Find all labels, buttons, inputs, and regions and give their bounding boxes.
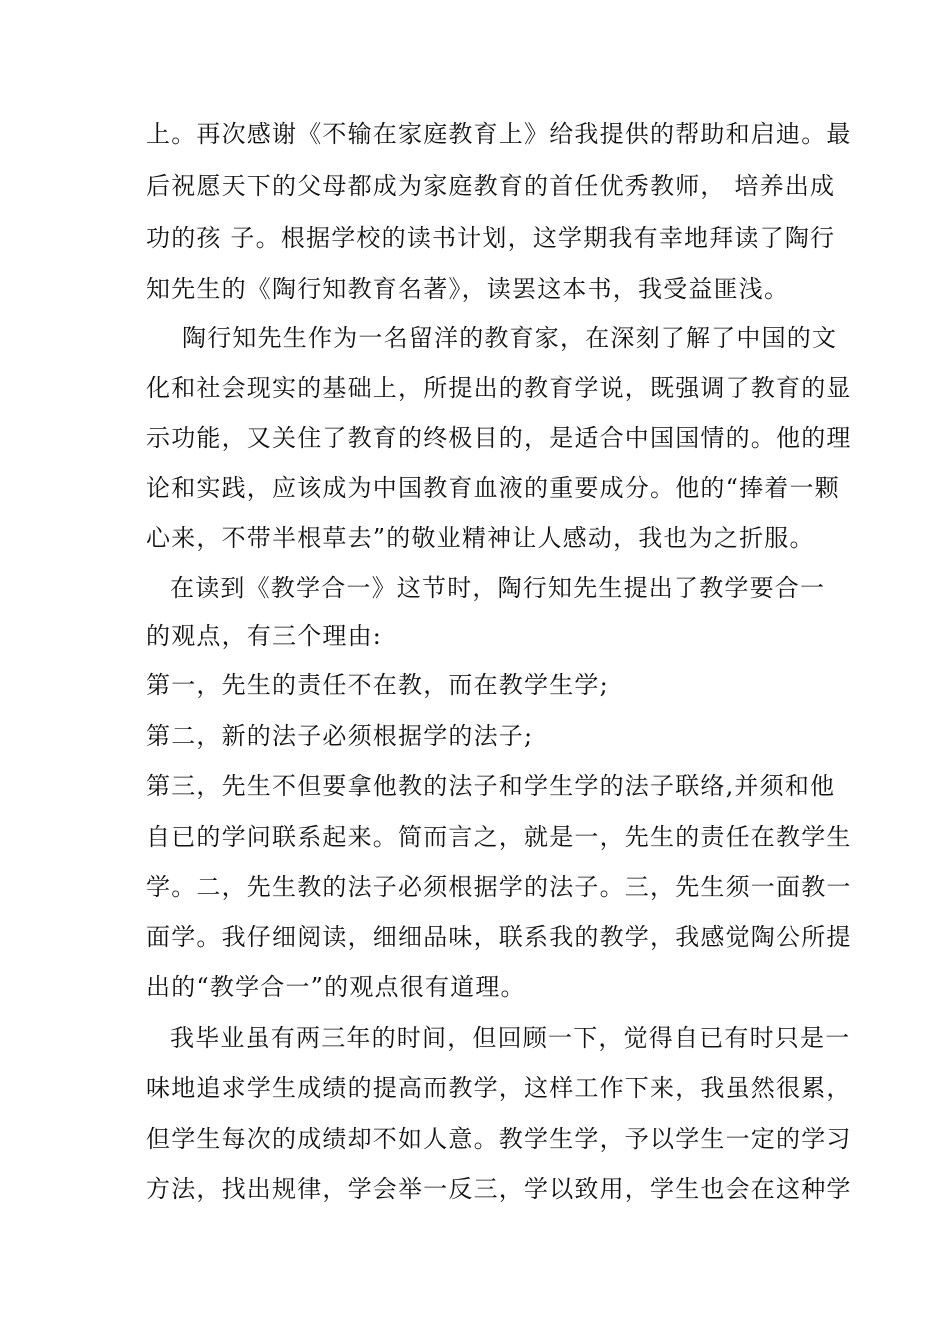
text-line-7: 示功能，又关住了教育的终极目的，是适合中国国情的。他的理	[146, 424, 852, 452]
text-line-13: 第二，新的法子必须根据学的法子;	[146, 722, 534, 750]
text-line-4: 知先生的《陶行知教育名著》，读罢这本书，我受益匪浅。	[146, 275, 790, 303]
text-line-22: 方法，找出规律，学会举一反三，学以致用，学生也会在这种学	[146, 1175, 852, 1203]
text-line-5: 陶行知先生作为一名留洋的教育家，在深刻了解了中国的文	[182, 324, 838, 352]
text-line-15: 自已的学问联系起来。简而言之，就是一，先生的责任在教学生	[146, 823, 852, 851]
text-line-16: 学。二，先生教的法子必须根据学的法子。三，先生须一面教一	[146, 873, 852, 901]
text-line-8: 论和实践，应该成为中国教育血液的重要成分。他的“捧着一颗	[146, 474, 840, 502]
text-line-21: 但学生每次的成绩却不如人意。教学生学，予以学生一定的学习	[146, 1125, 852, 1153]
text-line-19: 我毕业虽有两三年的时间，但回顾一下，觉得自已有时只是一	[170, 1024, 851, 1052]
text-line-18: 出的“教学合一”的观点很有道理。	[146, 973, 526, 1001]
text-line-9: 心来，不带半根草去”的敬业精神让人感动，我也为之折服。	[146, 524, 815, 552]
text-line-10: 在读到《教学合一》这节时，陶行知先生提出了教学要合一	[170, 574, 826, 602]
text-line-3: 功的孩 子。根据学校的读书计划，这学期我有幸地拜读了陶行	[146, 224, 836, 252]
text-line-17: 面学。我仔细阅读，细细品味，联系我的教学，我感觉陶公所提	[146, 923, 852, 951]
text-line-2: 后祝愿天下的父母都成为家庭教育的首任优秀教师， 培养出成	[146, 172, 836, 200]
text-line-6: 化和社会现实的基础上，所提出的教育学说，既强调了教育的显	[146, 374, 852, 402]
text-line-20: 味地追求学生成绩的提高而教学，这样工作下来，我虽然很累，	[146, 1074, 852, 1102]
text-line-12: 第一，先生的责任不在教，而在教学生学;	[146, 671, 609, 699]
text-line-1: 上。再次感谢《不输在家庭教育上》给我提供的帮助和启迪。最	[146, 120, 852, 148]
text-line-11: 的观点，有三个理由:	[146, 622, 383, 650]
text-line-14: 第三，先生不但要拿他教的法子和学生学的法子联络,并须和他	[146, 772, 836, 800]
